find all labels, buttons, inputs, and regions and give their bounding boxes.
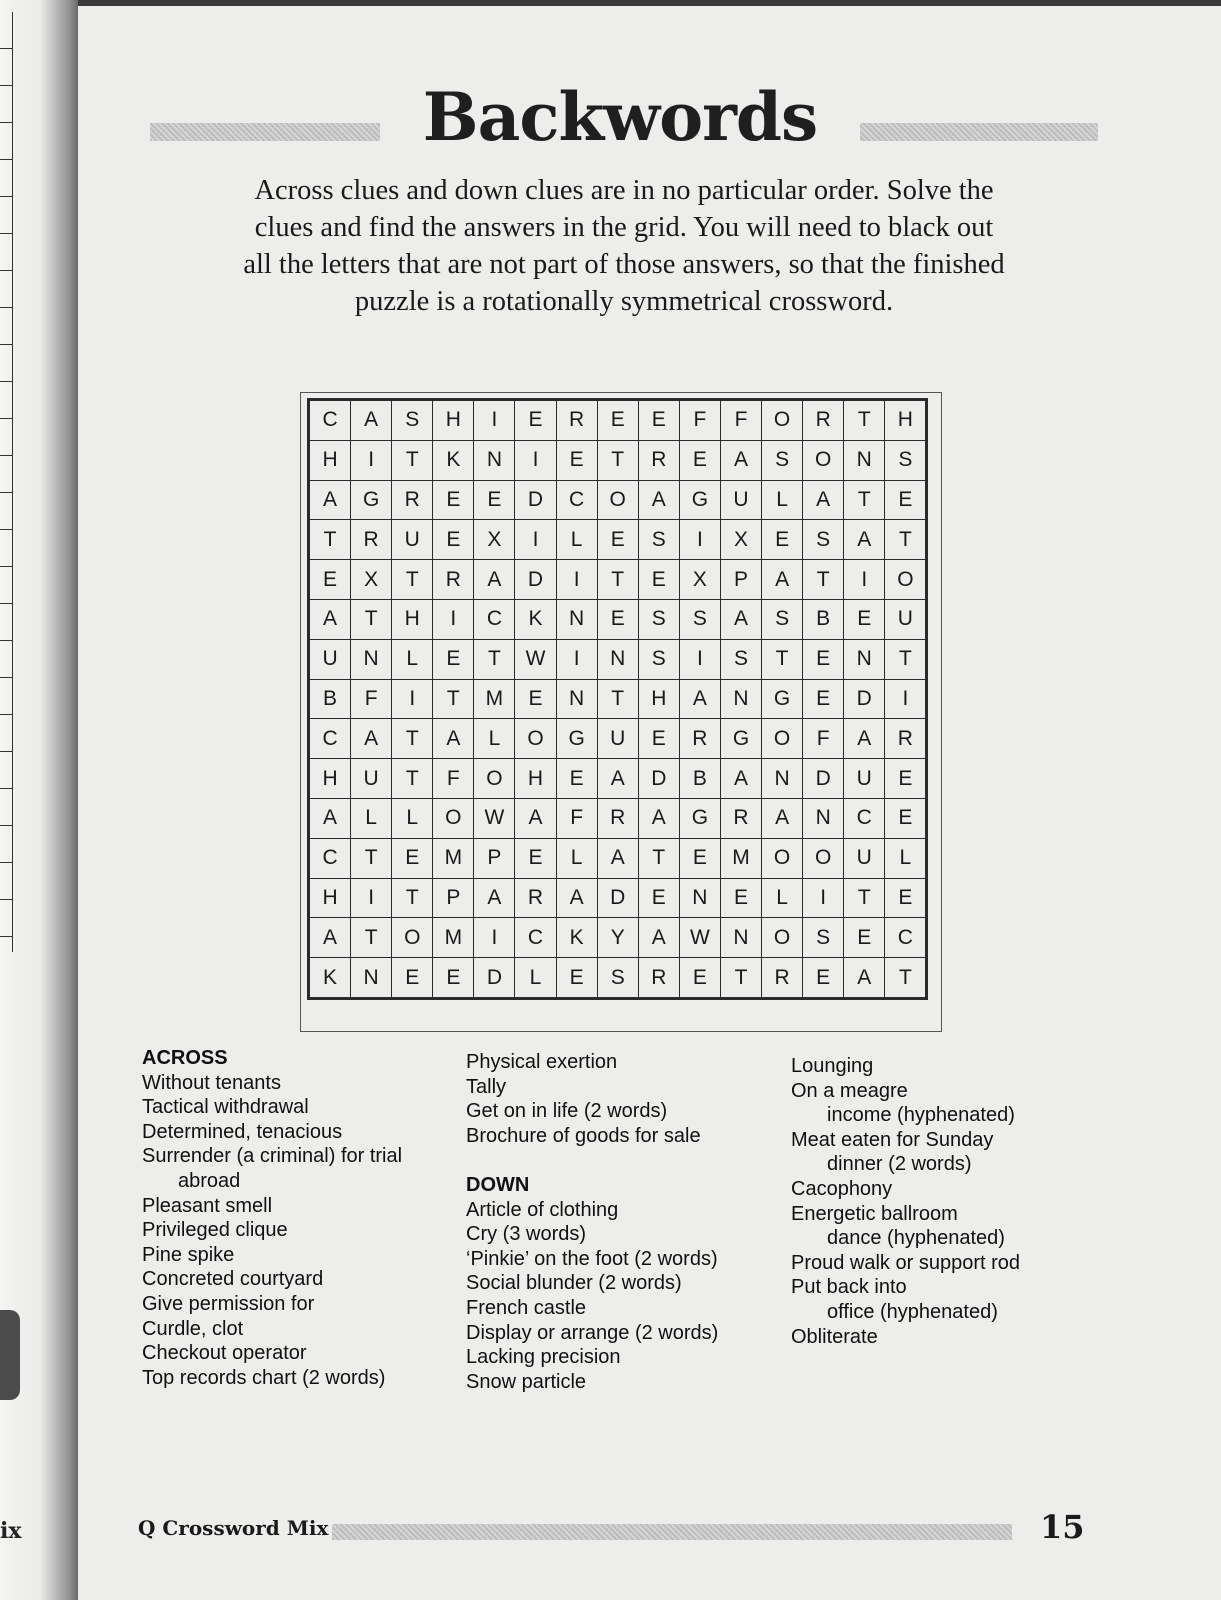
- grid-cell[interactable]: U: [844, 838, 885, 878]
- grid-cell[interactable]: R: [597, 798, 638, 838]
- grid-cell[interactable]: R: [556, 400, 597, 441]
- grid-cell[interactable]: R: [803, 400, 844, 441]
- grid-cell[interactable]: A: [720, 599, 761, 639]
- grid-cell[interactable]: E: [638, 400, 679, 441]
- facing-page-tab: [0, 1310, 20, 1400]
- instructions-line: clues and find the answers in the grid. You will need to black out: [254, 212, 994, 243]
- grid-cell[interactable]: E: [844, 599, 885, 639]
- grid-row: [309, 759, 927, 799]
- grid-cell[interactable]: R: [351, 520, 392, 560]
- grid-cell[interactable]: A: [309, 918, 351, 958]
- grid-cell[interactable]: O: [762, 719, 803, 759]
- grid-cell[interactable]: T: [351, 599, 392, 639]
- grid-cell[interactable]: S: [597, 958, 638, 999]
- grid-cell[interactable]: O: [474, 759, 515, 799]
- grid-cell[interactable]: H: [309, 878, 351, 918]
- grid-cell[interactable]: S: [762, 440, 803, 480]
- grid-cell[interactable]: T: [638, 838, 679, 878]
- grid-cell[interactable]: N: [720, 918, 761, 958]
- grid-cell[interactable]: T: [597, 679, 638, 719]
- clue: On a meagre: [791, 1079, 908, 1102]
- grid-cell[interactable]: B: [309, 679, 351, 719]
- grid-cell[interactable]: T: [803, 560, 844, 600]
- grid-cell[interactable]: A: [433, 719, 474, 759]
- grid-cell[interactable]: H: [515, 759, 556, 799]
- page-title: Backwords: [380, 78, 860, 156]
- grid-cell[interactable]: R: [638, 958, 679, 999]
- facing-page-grid-edge: [0, 12, 13, 952]
- grid-cell[interactable]: E: [309, 560, 351, 600]
- clue: Curdle, clot: [142, 1317, 244, 1340]
- grid-cell[interactable]: O: [515, 719, 556, 759]
- grid-cell[interactable]: E: [638, 560, 679, 600]
- clue: Social blunder (2 words): [466, 1272, 682, 1295]
- grid-cell[interactable]: A: [474, 878, 515, 918]
- grid-cell[interactable]: H: [392, 599, 433, 639]
- grid-cell[interactable]: A: [762, 560, 803, 600]
- grid-cell[interactable]: T: [392, 440, 433, 480]
- grid-cell[interactable]: Y: [597, 918, 638, 958]
- grid-cell[interactable]: R: [392, 480, 433, 520]
- grid-cell[interactable]: C: [309, 400, 351, 441]
- grid-cell[interactable]: A: [844, 520, 885, 560]
- clue: Checkout operator: [142, 1342, 307, 1365]
- grid-cell[interactable]: R: [679, 719, 720, 759]
- clue: Energetic ballroom: [791, 1202, 958, 1225]
- grid-cell[interactable]: T: [392, 878, 433, 918]
- grid-cell[interactable]: M: [474, 679, 515, 719]
- grid-cell[interactable]: O: [762, 918, 803, 958]
- grid-cell[interactable]: O: [392, 918, 433, 958]
- grid-cell[interactable]: A: [556, 878, 597, 918]
- clue: Pine spike: [142, 1243, 235, 1266]
- grid-cell[interactable]: N: [762, 759, 803, 799]
- grid-cell[interactable]: K: [433, 440, 474, 480]
- grid-cell[interactable]: O: [803, 440, 844, 480]
- grid-cell[interactable]: O: [762, 400, 803, 441]
- grid-cell[interactable]: A: [597, 838, 638, 878]
- grid-cell[interactable]: F: [433, 759, 474, 799]
- grid-cell[interactable]: W: [515, 639, 556, 679]
- grid-cell[interactable]: T: [433, 679, 474, 719]
- clue: Lounging: [791, 1055, 874, 1077]
- grid-cell[interactable]: E: [885, 759, 927, 799]
- grid-cell[interactable]: T: [392, 719, 433, 759]
- grid-cell[interactable]: A: [762, 798, 803, 838]
- grid-cell[interactable]: N: [474, 440, 515, 480]
- grid-cell[interactable]: B: [679, 759, 720, 799]
- grid-row: [309, 838, 927, 878]
- grid-cell[interactable]: D: [638, 759, 679, 799]
- grid-cell[interactable]: G: [679, 480, 720, 520]
- grid-cell[interactable]: S: [720, 639, 761, 679]
- grid-cell[interactable]: O: [433, 798, 474, 838]
- grid-cell[interactable]: U: [844, 759, 885, 799]
- grid-cell[interactable]: E: [433, 520, 474, 560]
- grid-cell[interactable]: R: [515, 878, 556, 918]
- grid-row: [309, 639, 927, 679]
- grid-row: [309, 480, 927, 520]
- grid-cell[interactable]: A: [597, 759, 638, 799]
- grid-row: [309, 679, 927, 719]
- clue: Cacophony: [791, 1177, 893, 1200]
- grid-cell[interactable]: C: [885, 918, 927, 958]
- grid-cell[interactable]: U: [392, 520, 433, 560]
- grid-cell[interactable]: M: [433, 918, 474, 958]
- grid-cell[interactable]: E: [597, 520, 638, 560]
- grid-cell[interactable]: K: [556, 918, 597, 958]
- clue: Put back into: [791, 1276, 907, 1299]
- grid-cell[interactable]: L: [762, 878, 803, 918]
- facing-page-footer-fragment: ix: [0, 1518, 22, 1544]
- grid-cell[interactable]: C: [556, 480, 597, 520]
- grid-cell[interactable]: E: [844, 918, 885, 958]
- grid-cell[interactable]: D: [803, 759, 844, 799]
- clue: Meat eaten for Sunday: [791, 1128, 994, 1151]
- grid-cell[interactable]: G: [351, 480, 392, 520]
- grid-cell[interactable]: U: [720, 480, 761, 520]
- grid-cell[interactable]: R: [638, 440, 679, 480]
- clue: Snow particle: [466, 1370, 587, 1393]
- grid-cell[interactable]: E: [638, 719, 679, 759]
- grid-cell[interactable]: L: [474, 719, 515, 759]
- clue-continuation: dinner (2 words): [827, 1153, 972, 1176]
- grid-cell[interactable]: A: [309, 599, 351, 639]
- grid-cell[interactable]: I: [474, 918, 515, 958]
- grid-cell[interactable]: T: [844, 878, 885, 918]
- grid-cell[interactable]: S: [803, 918, 844, 958]
- grid-cell[interactable]: R: [762, 958, 803, 999]
- grid-cell[interactable]: A: [309, 798, 351, 838]
- grid-cell[interactable]: P: [433, 878, 474, 918]
- instructions-line: all the letters that are not part of those answers, so that the finished: [243, 249, 1005, 280]
- clue: Tally: [466, 1075, 507, 1098]
- grid-row: [309, 918, 927, 958]
- grid-cell[interactable]: A: [638, 798, 679, 838]
- grid-cell[interactable]: I: [392, 679, 433, 719]
- grid-cell[interactable]: E: [679, 440, 720, 480]
- grid-row: [309, 560, 927, 600]
- grid-cell[interactable]: L: [515, 958, 556, 999]
- grid-cell[interactable]: E: [515, 400, 556, 441]
- grid-cell[interactable]: T: [720, 958, 761, 999]
- grid-cell[interactable]: C: [844, 798, 885, 838]
- grid-cell[interactable]: L: [762, 480, 803, 520]
- grid-cell[interactable]: N: [844, 440, 885, 480]
- grid-cell[interactable]: A: [351, 719, 392, 759]
- grid-cell[interactable]: N: [720, 679, 761, 719]
- grid-cell[interactable]: H: [309, 759, 351, 799]
- grid-cell[interactable]: A: [474, 560, 515, 600]
- grid-cell[interactable]: F: [351, 679, 392, 719]
- grid-cell[interactable]: A: [844, 719, 885, 759]
- grid-cell[interactable]: G: [720, 719, 761, 759]
- grid-cell[interactable]: T: [597, 560, 638, 600]
- grid-cell[interactable]: E: [638, 878, 679, 918]
- grid-cell[interactable]: H: [638, 679, 679, 719]
- grid-cell[interactable]: O: [762, 838, 803, 878]
- grid-row: [309, 400, 927, 441]
- grid-row: [309, 719, 927, 759]
- grid-cell[interactable]: C: [515, 918, 556, 958]
- grid-cell[interactable]: I: [679, 520, 720, 560]
- grid-cell[interactable]: T: [844, 480, 885, 520]
- grid-cell[interactable]: A: [351, 400, 392, 441]
- grid-cell[interactable]: E: [803, 679, 844, 719]
- grid-cell[interactable]: I: [433, 599, 474, 639]
- grid-cell[interactable]: A: [720, 759, 761, 799]
- clue: Cry (3 words): [466, 1223, 587, 1246]
- grid-cell[interactable]: A: [844, 958, 885, 999]
- clue-continuation: office (hyphenated): [827, 1300, 998, 1323]
- across-heading: ACROSS: [142, 1047, 228, 1069]
- clue: Brochure of goods for sale: [466, 1124, 701, 1147]
- grid-cell[interactable]: F: [679, 400, 720, 441]
- grid-cell[interactable]: C: [309, 838, 351, 878]
- clue: Top records chart (2 words): [142, 1366, 386, 1389]
- clue: Determined, tenacious: [142, 1120, 343, 1143]
- grid-cell[interactable]: T: [844, 400, 885, 441]
- grid-cell[interactable]: F: [720, 400, 761, 441]
- grid-cell[interactable]: C: [474, 599, 515, 639]
- grid-cell[interactable]: K: [309, 958, 351, 999]
- grid-cell[interactable]: U: [351, 759, 392, 799]
- clues-column-2: [466, 1050, 718, 1394]
- grid-row: [309, 958, 927, 999]
- grid-cell[interactable]: S: [638, 599, 679, 639]
- grid-cell[interactable]: A: [803, 480, 844, 520]
- grid-cell[interactable]: T: [351, 838, 392, 878]
- grid-cell[interactable]: E: [556, 759, 597, 799]
- grid-cell[interactable]: I: [474, 400, 515, 441]
- grid-cell[interactable]: B: [803, 599, 844, 639]
- grid-cell[interactable]: X: [720, 520, 761, 560]
- grid-cell[interactable]: I: [351, 440, 392, 480]
- grid-cell[interactable]: A: [720, 440, 761, 480]
- grid-cell[interactable]: L: [392, 639, 433, 679]
- grid-cell[interactable]: L: [392, 798, 433, 838]
- grid-cell[interactable]: S: [679, 599, 720, 639]
- grid-cell[interactable]: I: [803, 878, 844, 918]
- grid-cell[interactable]: H: [309, 440, 351, 480]
- grid-cell[interactable]: I: [885, 679, 927, 719]
- grid-cell[interactable]: I: [515, 520, 556, 560]
- grid-cell[interactable]: L: [351, 798, 392, 838]
- grid-cell[interactable]: E: [474, 480, 515, 520]
- clues-column-3: [791, 1054, 1020, 1349]
- grid-cell[interactable]: E: [556, 958, 597, 999]
- grid-row: [309, 878, 927, 918]
- page-top-edge: [78, 0, 1221, 6]
- grid-row: [309, 798, 927, 838]
- clue-continuation: dance (hyphenated): [827, 1227, 1005, 1250]
- grid-cell[interactable]: D: [515, 560, 556, 600]
- grid-cell[interactable]: O: [597, 480, 638, 520]
- grid-cell[interactable]: T: [392, 560, 433, 600]
- book-title: Q Crossword Mix: [138, 1516, 332, 1540]
- grid-cell[interactable]: H: [885, 400, 927, 441]
- grid-row: [309, 520, 927, 560]
- clues-column-1: [142, 1046, 402, 1390]
- grid-cell[interactable]: S: [638, 639, 679, 679]
- grid-cell[interactable]: N: [844, 639, 885, 679]
- grid-cell[interactable]: U: [597, 719, 638, 759]
- clue: Give permission for: [142, 1292, 315, 1315]
- grid-cell[interactable]: D: [474, 958, 515, 999]
- clue: Display or arrange (2 words): [466, 1321, 719, 1344]
- clue: Pleasant smell: [142, 1194, 273, 1217]
- grid-cell[interactable]: T: [885, 520, 927, 560]
- grid-cell[interactable]: W: [679, 918, 720, 958]
- grid-cell[interactable]: I: [556, 639, 597, 679]
- grid-cell[interactable]: N: [351, 958, 392, 999]
- clue: Physical exertion: [466, 1051, 618, 1073]
- grid-cell[interactable]: E: [885, 480, 927, 520]
- grid-cell[interactable]: G: [762, 679, 803, 719]
- grid-cell[interactable]: R: [720, 798, 761, 838]
- grid-cell[interactable]: D: [597, 878, 638, 918]
- grid-cell[interactable]: N: [556, 679, 597, 719]
- grid-cell[interactable]: S: [762, 599, 803, 639]
- clue: Tactical withdrawal: [142, 1096, 309, 1119]
- grid-cell[interactable]: I: [844, 560, 885, 600]
- grid-cell[interactable]: T: [885, 639, 927, 679]
- grid-cell[interactable]: E: [597, 400, 638, 441]
- clue: Privileged clique: [142, 1219, 288, 1242]
- grid-cell[interactable]: E: [515, 838, 556, 878]
- instructions-line: puzzle is a rotationally symmetrical crossword.: [354, 286, 894, 317]
- grid-cell[interactable]: A: [638, 480, 679, 520]
- grid-cell[interactable]: M: [433, 838, 474, 878]
- grid-cell[interactable]: K: [515, 599, 556, 639]
- page-number: 15: [1040, 1508, 1085, 1546]
- grid-cell[interactable]: C: [309, 719, 351, 759]
- grid-cell[interactable]: N: [556, 599, 597, 639]
- clue-continuation: income (hyphenated): [827, 1104, 1015, 1127]
- clue: Proud walk or support rod: [791, 1251, 1021, 1274]
- grid-cell[interactable]: A: [309, 480, 351, 520]
- grid-cell[interactable]: N: [803, 798, 844, 838]
- grid-cell[interactable]: I: [556, 560, 597, 600]
- grid-cell[interactable]: A: [679, 679, 720, 719]
- grid-cell[interactable]: T: [392, 759, 433, 799]
- grid-cell[interactable]: O: [885, 560, 927, 600]
- grid-cell[interactable]: T: [474, 639, 515, 679]
- grid-cell[interactable]: X: [351, 560, 392, 600]
- clue: Obliterate: [791, 1325, 878, 1348]
- grid-cell[interactable]: E: [392, 838, 433, 878]
- grid-cell[interactable]: N: [351, 639, 392, 679]
- grid-cell[interactable]: S: [392, 400, 433, 441]
- grid-cell[interactable]: I: [351, 878, 392, 918]
- grid-cell[interactable]: N: [679, 878, 720, 918]
- grid-cell[interactable]: R: [433, 560, 474, 600]
- clue: Surrender (a criminal) for trial: [142, 1145, 403, 1168]
- grid-cell[interactable]: E: [762, 520, 803, 560]
- grid-cell[interactable]: L: [556, 838, 597, 878]
- grid-cell[interactable]: E: [803, 958, 844, 999]
- grid-cell[interactable]: X: [679, 560, 720, 600]
- grid-cell[interactable]: S: [803, 520, 844, 560]
- grid-cell[interactable]: D: [515, 480, 556, 520]
- grid-cell[interactable]: T: [762, 639, 803, 679]
- clue-continuation: abroad: [178, 1169, 241, 1192]
- grid-cell[interactable]: A: [638, 918, 679, 958]
- grid-cell[interactable]: T: [351, 918, 392, 958]
- clue: French castle: [466, 1296, 587, 1319]
- grid-cell[interactable]: A: [515, 798, 556, 838]
- grid-cell[interactable]: E: [720, 878, 761, 918]
- grid-row: [309, 599, 927, 639]
- clue: Article of clothing: [466, 1198, 619, 1221]
- grid-cell[interactable]: U: [885, 599, 927, 639]
- grid-cell[interactable]: S: [885, 440, 927, 480]
- grid-cell[interactable]: N: [597, 639, 638, 679]
- grid-cell[interactable]: O: [803, 838, 844, 878]
- grid-cell[interactable]: E: [679, 958, 720, 999]
- grid-cell[interactable]: E: [392, 958, 433, 999]
- clue: ‘Pinkie’ on the foot (2 words): [466, 1247, 718, 1270]
- grid-cell[interactable]: E: [885, 878, 927, 918]
- grid-cell[interactable]: E: [803, 639, 844, 679]
- grid-cell[interactable]: E: [597, 599, 638, 639]
- grid-cell[interactable]: I: [679, 639, 720, 679]
- clue: Get on in life (2 words): [466, 1100, 668, 1123]
- grid-cell[interactable]: T: [309, 520, 351, 560]
- grid-cell[interactable]: W: [474, 798, 515, 838]
- grid-cell[interactable]: T: [597, 440, 638, 480]
- grid-cell[interactable]: E: [433, 639, 474, 679]
- grid-cell[interactable]: G: [679, 798, 720, 838]
- clue: Concreted courtyard: [142, 1268, 324, 1291]
- grid-cell[interactable]: M: [720, 838, 761, 878]
- grid-cell[interactable]: P: [720, 560, 761, 600]
- clue: Lacking precision: [466, 1346, 621, 1369]
- grid-cell[interactable]: R: [885, 719, 927, 759]
- grid-cell[interactable]: T: [885, 958, 927, 999]
- grid-cell[interactable]: L: [885, 838, 927, 878]
- grid-row: [309, 440, 927, 480]
- grid-cell[interactable]: F: [556, 798, 597, 838]
- grid-cell[interactable]: I: [515, 440, 556, 480]
- grid-cell[interactable]: E: [556, 440, 597, 480]
- grid-cell[interactable]: P: [474, 838, 515, 878]
- instructions: [150, 172, 1098, 320]
- grid-cell[interactable]: D: [844, 679, 885, 719]
- grid-cell[interactable]: H: [433, 400, 474, 441]
- clue: Without tenants: [142, 1071, 281, 1094]
- grid-cell[interactable]: E: [433, 958, 474, 999]
- grid-cell[interactable]: L: [556, 520, 597, 560]
- grid-cell[interactable]: E: [679, 838, 720, 878]
- grid-cell[interactable]: E: [885, 798, 927, 838]
- letter-grid: [307, 398, 928, 1000]
- grid-cell[interactable]: G: [556, 719, 597, 759]
- instructions-line: Across clues and down clues are in no particular order. Solve the: [254, 175, 994, 206]
- grid-cell[interactable]: U: [309, 639, 351, 679]
- grid-cell[interactable]: F: [803, 719, 844, 759]
- grid-cell[interactable]: E: [433, 480, 474, 520]
- grid-cell[interactable]: E: [515, 679, 556, 719]
- grid-cell[interactable]: X: [474, 520, 515, 560]
- grid-cell[interactable]: S: [638, 520, 679, 560]
- down-heading: DOWN: [466, 1173, 530, 1196]
